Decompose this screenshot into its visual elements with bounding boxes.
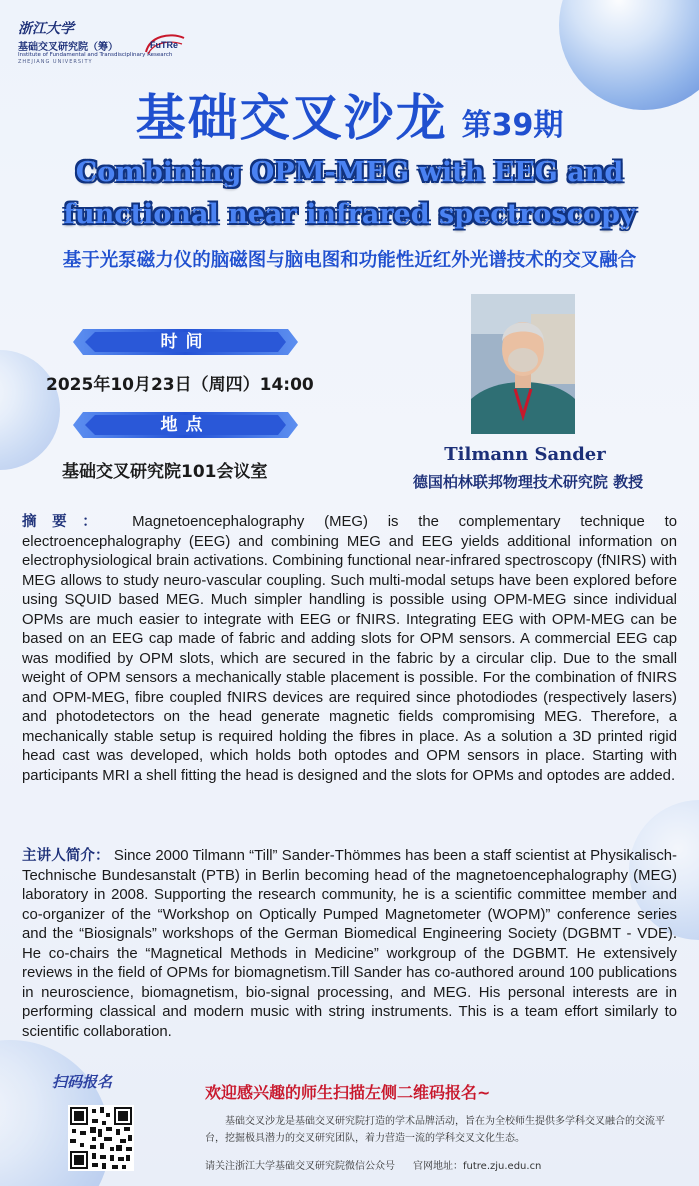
time-label: 时间 xyxy=(160,332,211,352)
english-title-line-2: functional near infrared spectroscopy xyxy=(63,199,636,230)
speaker-photo xyxy=(471,294,575,434)
english-title xyxy=(0,152,699,236)
website-label: 官网地址： xyxy=(413,1161,463,1172)
place-banner xyxy=(73,410,298,440)
abstract-label: 摘要： xyxy=(22,514,113,530)
qr-code-icon[interactable] xyxy=(68,1105,134,1171)
speaker-name: Tilmann Sander xyxy=(444,444,606,465)
bio-text: Since 2000 Tilmann “Till” Sander-Thömmes has been a staff scientist at Physikalisch-Technische Bundesanstalt (PTB) in Berlin becoming head of the magnetoencephalography (MEG) laboratory in 2008. Supporting the research community, he is a scientific committee member and co-organizer of the “Workshop on Optically Pumped Magnetometer (WOPM)” conference series and the “Biosignals” workshops of the German Biomedical Engineering Society (DGBMT - VDE). He co-chairs the “Magnetical Methods in Medicine” workgroup of the DGBMT. He extensively reviews in the field of OPMs for biomagnetism.Till Sander has co-authored around 100 publications in neuroscience, biomagnetism, bio-signal processing, and MEG. His personal interests are in performing classical and modern music with string instruments. This is a team effort similarly to scientific collaboration. xyxy=(22,848,677,1040)
issue-number: 第39期 xyxy=(461,108,564,143)
place-label: 地点 xyxy=(160,415,211,435)
speaker-affiliation: 德国柏林联邦物理技术研究院 教授 xyxy=(412,473,644,491)
event-place: 基础交叉研究院101会议室 xyxy=(62,462,268,482)
website-link[interactable]: futre.zju.edu.cn xyxy=(463,1161,542,1172)
chinese-subtitle: 基于光泵磁力仪的脑磁图与脑电图和功能性近红外光谱技术的交叉融合 xyxy=(62,250,637,271)
logo-university-en: ZHEJIANG UNIVERSITY xyxy=(18,59,93,65)
english-title-line-1: Combining OPM-MEG with EEG and xyxy=(75,157,624,188)
bio-section xyxy=(22,847,677,1042)
institute-logo xyxy=(18,18,188,66)
wechat-notice: 请关注浙江大学基础交叉研究院微信公众号 xyxy=(205,1161,395,1172)
abstract-section xyxy=(22,513,677,786)
decorative-orb xyxy=(0,350,60,470)
time-banner xyxy=(73,327,298,357)
salon-description: 基础交叉沙龙是基础交叉研究院打造的学术品牌活动，旨在为全校师生提供多学科交叉融合的交流平台，挖掘极具潜力的交叉研究团队，着力营造一流的学科交叉文化生态。 xyxy=(205,1116,665,1144)
qr-label: 扫码报名 xyxy=(52,1073,113,1091)
logo-institute-cn: 基础交叉研究院（筹） xyxy=(18,42,118,53)
logo-university-script: 浙江大学 xyxy=(18,21,74,37)
logo-brand: FuTRe xyxy=(150,40,178,50)
logo-institute-en: Institute of Fundamental and Transdisciplinary Research xyxy=(18,52,173,58)
welcome-message: 欢迎感兴趣的师生扫描左侧二维码报名~ xyxy=(205,1083,491,1102)
abstract-text: Magnetoencephalography (MEG) is the complementary technique to electroencephalography (EEG) and combining MEG and EEG yields additional information on electrophysiological brain activations. Combining functional near-infrared spectroscopy (fNIRS) with MEG allows to study neuro-vascular coupling. Such multi-modal setups have been explored before using SQUID based MEG. Much simpler handling is possible using OPM-MEG since individual OPMs are much easier to integrate with EEG or fNIRS. Integrating EEG with OPM-MEG can be based on an EEG cap made of fabric and adding slots for OPM sensors. A commercial EEG cap was modified by OPM slots, which are secured in the fabric by a circular clip. Due to the small weight of OPM sensors a mechanically stable placement is possible. For the combination of fNIRS and OPM-MEG, fibre coupled fNIRS devices are required since photodiodes (respectively lasers) and photodetectors on the head generate magnetic fields compromising MEG. Therefore, a mechanically stable setup is required holding the fibres in place. As a solution a 3D printed rigid head cast was developed, which holds both optodes and OPM sensors in place. Starting with participants MRI a shell fitting the head is designed and the slots for OPMs and optodes are added. xyxy=(22,514,677,784)
salon-title: 基础交叉沙龙 xyxy=(135,89,448,147)
page-title xyxy=(0,78,699,150)
footer-info xyxy=(205,1157,541,1172)
event-time: 2025年10月23日（周四）14:00 xyxy=(46,375,314,395)
bio-label: 主讲人简介： xyxy=(22,848,110,864)
